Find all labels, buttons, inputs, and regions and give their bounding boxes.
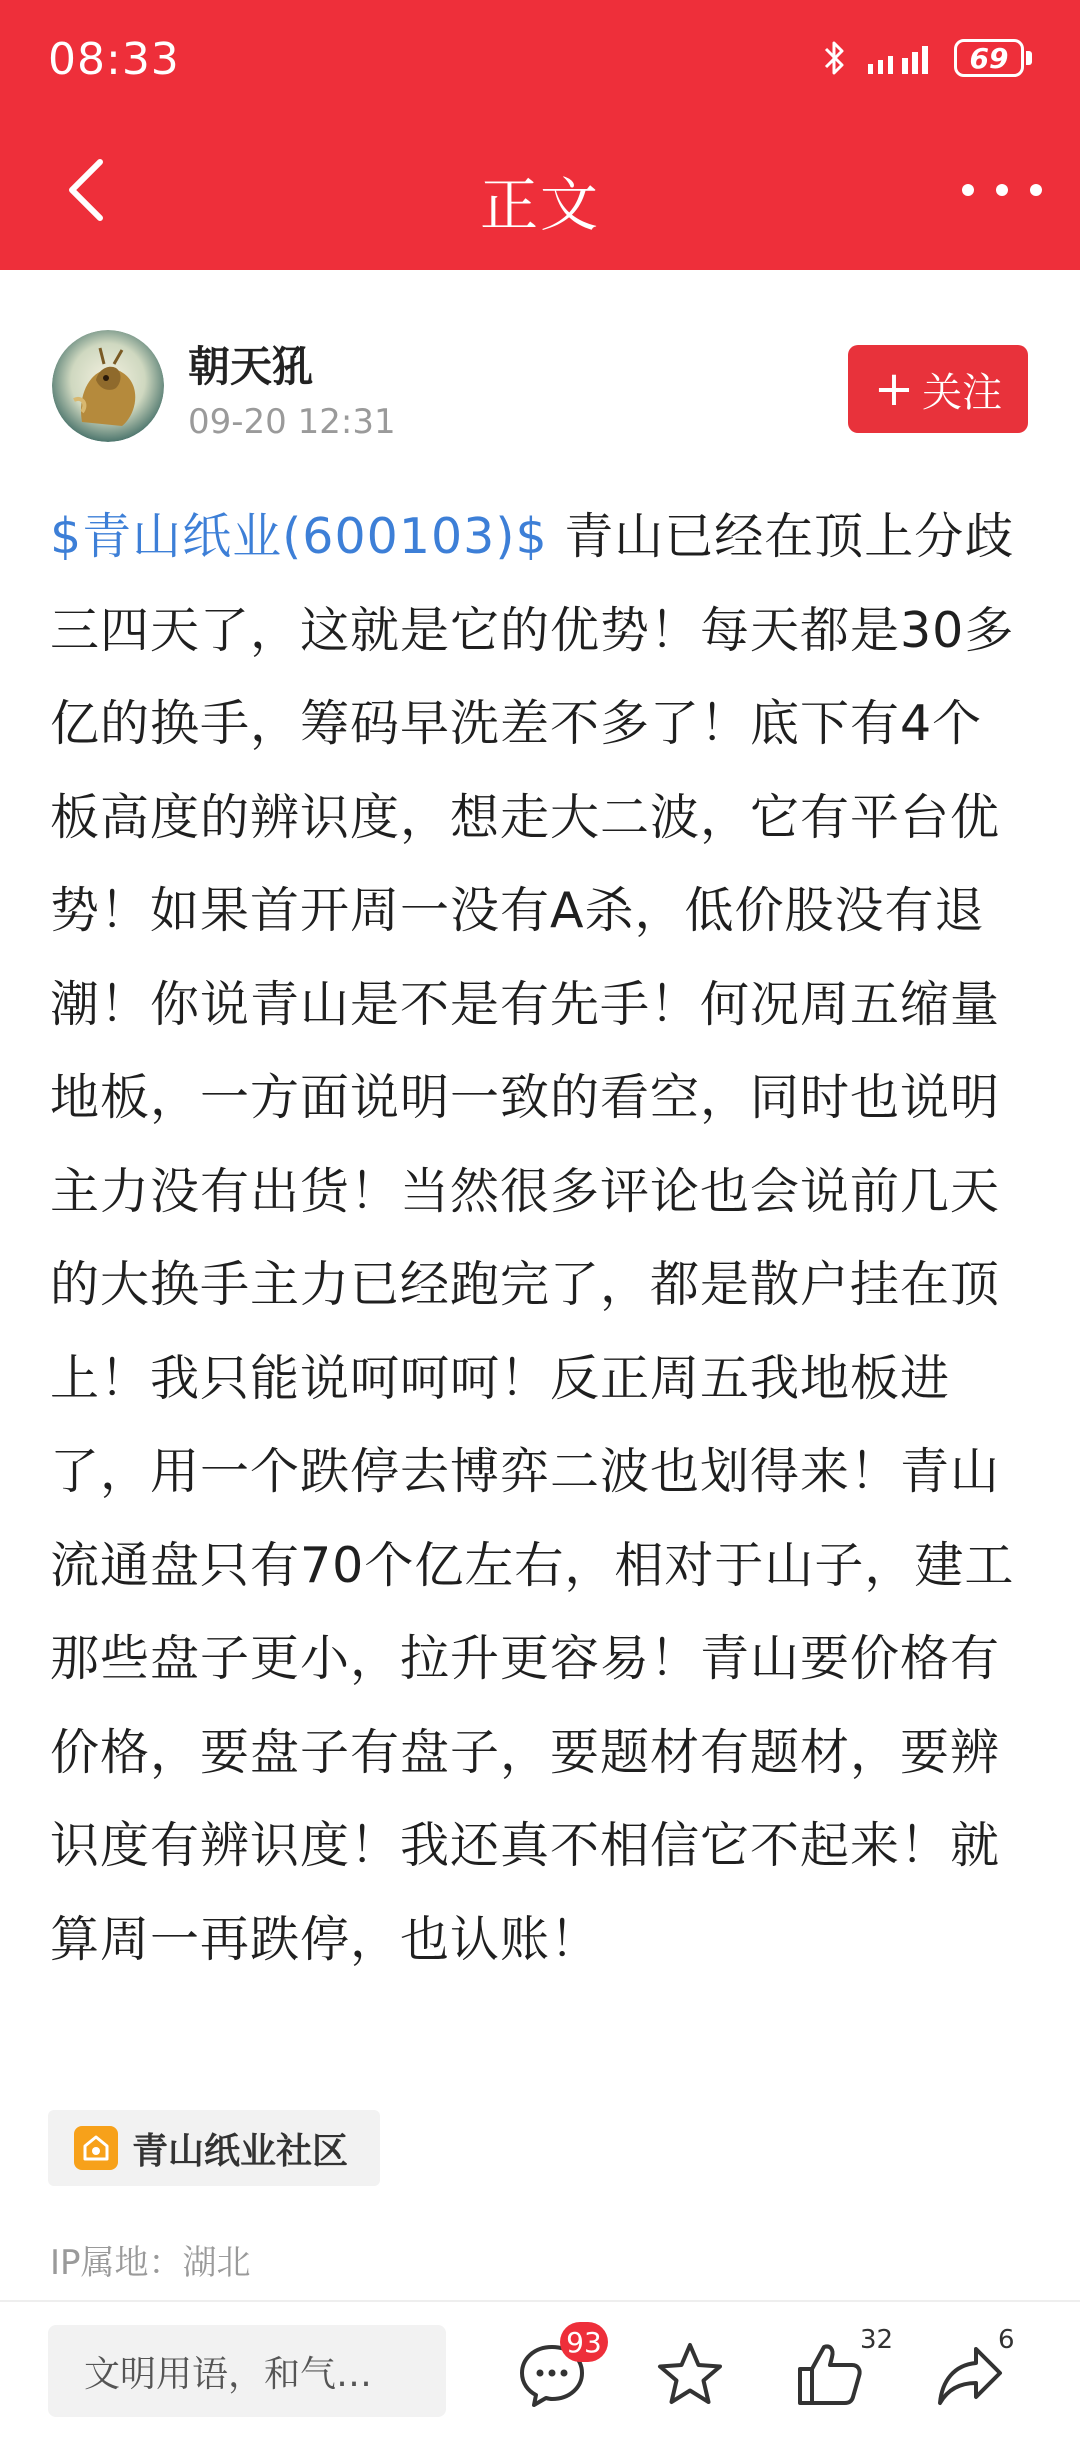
battery-icon bbox=[954, 39, 1032, 77]
share-count: 6 bbox=[998, 2325, 1015, 2355]
divider bbox=[0, 2300, 1080, 2302]
post-timestamp: 09-20 12:31 bbox=[188, 402, 396, 442]
thumb-up-icon[interactable] bbox=[790, 2335, 870, 2415]
battery-level: 69 bbox=[969, 41, 1009, 75]
like-count: 32 bbox=[860, 2325, 894, 2355]
more-dot-icon bbox=[962, 184, 974, 196]
star-icon[interactable] bbox=[650, 2335, 730, 2415]
ip-location: IP属地：湖北 bbox=[50, 2243, 251, 2283]
avatar[interactable] bbox=[52, 330, 164, 442]
bluetooth-icon bbox=[822, 38, 848, 78]
more-dot-icon bbox=[1030, 184, 1042, 196]
more-options-button[interactable] bbox=[962, 170, 1042, 210]
page-title: 正文 bbox=[479, 171, 600, 239]
comment-count-badge: 93 bbox=[560, 2322, 608, 2362]
community-icon bbox=[74, 2126, 118, 2170]
post-body: 青山已经在顶上分歧三四天了，这就是它的优势！每天都是30多亿的换手，筹码早洗差不多了！底下有4个板高度的辨识度，想走大二波，它有平台优势！如果首开周一没有A杀，低价股没有退潮！你说青山是不是有先手！何况周五缩量地板，一方面说明一致的看空，同时也说明主力没有出货！当然很多评论也会说前几天的大换手主力已经跑完了，都是散户挂在顶上！我只能说呵呵呵！反正周五我地板进了，用一个跌停去博弈二波也划得来！青山流通盘只有70个亿左右，相对于山子，建工那些盘子更小，拉升更容易！青山要价格有价格，要盘子有盘子，要题材有题材，要辨识度有辨识度！我还真不相信它不起来！就算周一再跌停，也认账！ bbox=[50, 508, 1015, 1968]
post-content bbox=[50, 490, 1030, 1986]
status-icons bbox=[822, 38, 1032, 78]
author-name[interactable]: 朝天犼 bbox=[188, 342, 315, 391]
author-row bbox=[52, 330, 1028, 450]
app-header bbox=[0, 0, 1080, 270]
status-time: 08:33 bbox=[48, 34, 180, 85]
community-tag[interactable] bbox=[48, 2110, 380, 2186]
follow-label: 关注 bbox=[922, 369, 1003, 416]
more-dot-icon bbox=[996, 184, 1008, 196]
plus-icon: + bbox=[873, 361, 915, 417]
signal-icon bbox=[866, 40, 936, 76]
comment-input[interactable]: 文明用语，和气… bbox=[48, 2325, 446, 2417]
follow-button[interactable] bbox=[848, 345, 1028, 433]
stock-link[interactable]: $青山纸业(600103)$ bbox=[50, 508, 548, 565]
community-label: 青山纸业社区 bbox=[132, 2130, 349, 2172]
